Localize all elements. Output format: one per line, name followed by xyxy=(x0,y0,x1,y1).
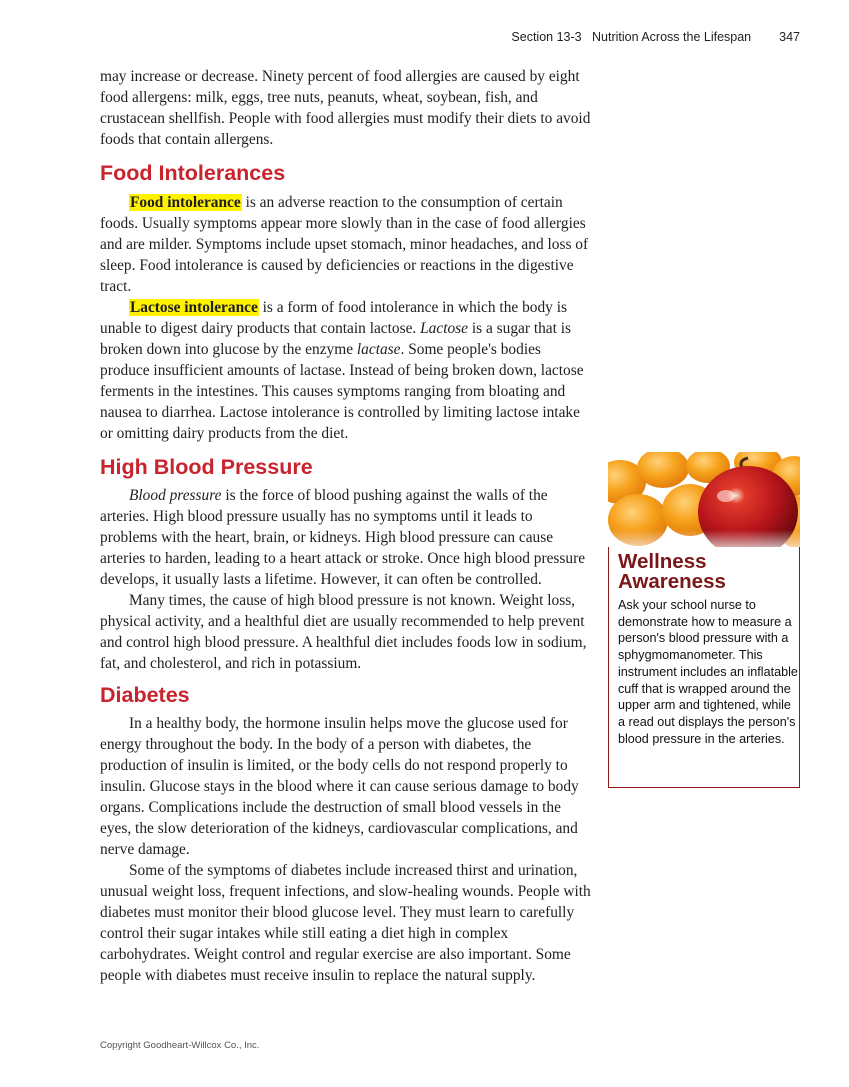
running-head xyxy=(511,30,800,44)
copyright-footer: Copyright Goodheart-Willcox Co., Inc. xyxy=(100,1040,260,1051)
food-intolerance-paragraph xyxy=(100,192,592,297)
wellness-awareness-sidebar xyxy=(608,452,800,789)
sidebar-panel xyxy=(608,547,800,788)
blood-pressure-paragraph-1 xyxy=(100,485,592,590)
term-food-intolerance: Food intolerance xyxy=(130,194,241,211)
lactose-text-b: is a sugar that is broken down into glucose by the enzyme xyxy=(100,320,572,358)
diabetes-paragraph-1: In a healthy body, the hormone insulin helps move the glucose used for energy throughout the body. In the body of a person with diabetes, the production of insulin is limited, or the body cells do not respond properly to insulin. Glucose stays in the blood where it can cause serious damage to body organs. Complications include the destruction of small blood vessels in the eyes, the slow deterioration of the kidneys, cardiovascular complications, and nerve damage. xyxy=(100,715,579,858)
heading-diabetes: Diabetes xyxy=(100,683,190,707)
blood-pressure-text-1: is the force of blood pushing against the walls of the arteries. High blood pressure usually has no symptoms until it leads to problems with the heart, brain, or kidneys. High blood pressure can cause arteries to harden, leading to a heart attack or stroke. Once high blood pressure develops, it usually lasts a lifetime. However, it can often be controlled. xyxy=(100,487,586,588)
blood-pressure-italic: Blood pressure xyxy=(129,487,222,504)
main-text-column xyxy=(100,66,592,986)
intro-paragraph: may increase or decrease. Ninety percent of food allergies are caused by eight food allergens: milk, eggs, tree nuts, peanuts, wheat, soybean, fish, and crustacean shellfish. People with food allergies must modify their diets to avoid foods that contain allergens. xyxy=(100,68,591,148)
heading-high-blood-pressure: High Blood Pressure xyxy=(100,455,313,479)
blood-pressure-paragraph-2: Many times, the cause of high blood pressure is not known. Weight loss, physical activity, and a healthful diet are usually recommended to help prevent and control high blood pressure. A healthful diet includes foods low in sodium, fat, and cholesterol, and rich in potassium. xyxy=(100,592,587,672)
heading-food-intolerances: Food Intolerances xyxy=(100,161,286,185)
diabetes-paragraph-2: Some of the symptoms of diabetes include increased thirst and urination, unusual weight loss, frequent infections, and slow-healing wounds. People with diabetes must monitor their blood glucose level. They must learn to carefully control their sugar intakes while still eating a diet high in complex carbohydrates. Weight control and regular exercise are also important. Some people with diabetes must receive insulin to replace the natural supply. xyxy=(100,862,591,984)
sidebar-body: Ask your school nurse to demonstrate how to measure a person's blood pressure with a sphygmomanometer. This instrument includes an inflatable cuff that is wrapped around the upper arm and tightened, while a read out displays the person's blood pressure in the arteries. xyxy=(618,598,798,746)
chapter-title: Nutrition Across the Lifespan xyxy=(592,30,752,44)
lactose-text-c: . Some people's bodies produce insufficient amounts of lactase. Instead of being broken down, lactose ferments in the intestines. This causes symptoms ranging from bloating and nausea to diarrhea. Lactose intolerance is controlled by limiting lactose intake or omitting dairy products from the diet. xyxy=(100,341,584,442)
lactose-italic: Lactose xyxy=(420,320,469,337)
section-label: Section 13-3 xyxy=(511,30,582,44)
page-number: 347 xyxy=(779,30,800,44)
sidebar-title: Wellness Awareness xyxy=(618,550,726,593)
term-lactose-intolerance: Lactose intolerance xyxy=(130,299,258,316)
lactose-text-a: is a form of food intolerance in which the body is unable to digest dairy products that contain lactose. xyxy=(100,299,567,337)
lactase-italic: lactase xyxy=(356,341,401,358)
oranges-and-apple-photo xyxy=(608,452,800,556)
food-intolerance-text: is an adverse reaction to the consumption of certain foods. Usually symptoms appear more slowly than in the case of food allergies and are milder. Symptoms include upset stomach, minor headaches, and loss of sleep. Food intolerance is caused by deficiencies or reactions in the digestive tract. xyxy=(100,194,589,295)
lactose-intolerance-paragraph xyxy=(100,297,592,444)
